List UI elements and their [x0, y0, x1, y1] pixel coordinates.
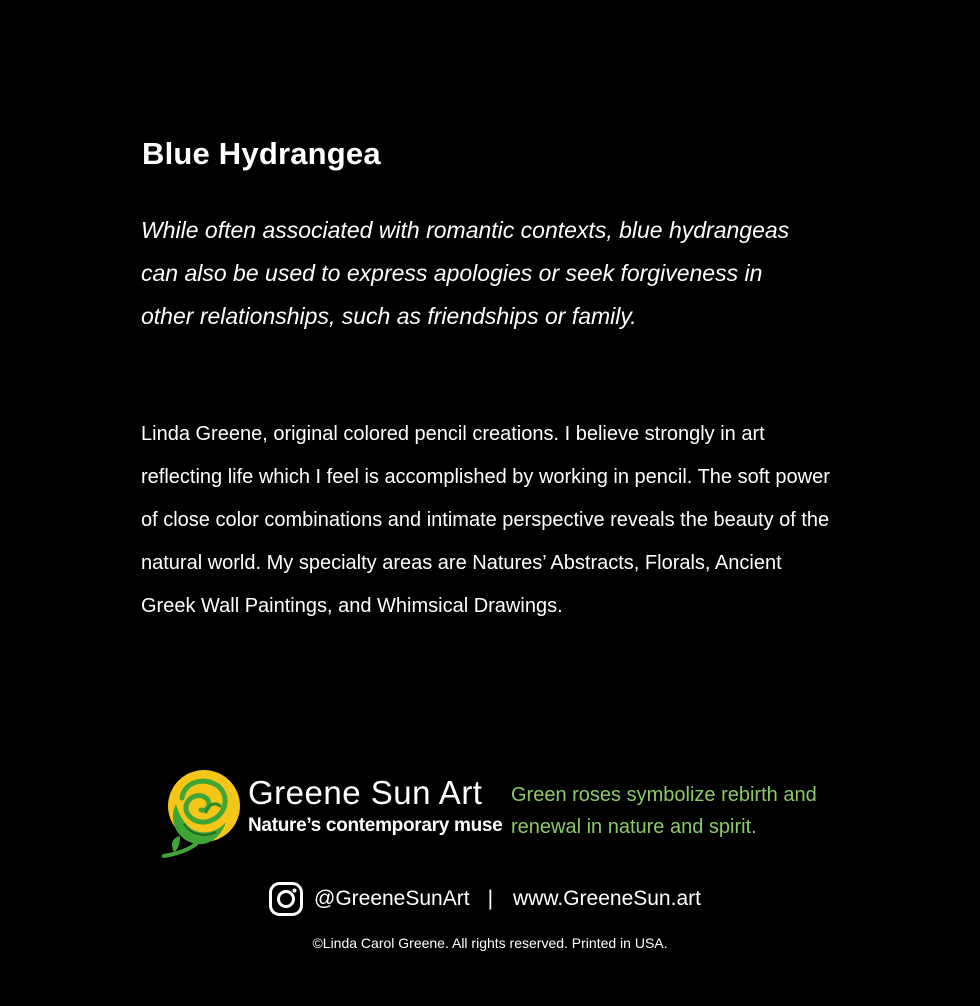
meaning-paragraph: While often associated with romantic contexts, blue hydrangeas can also be used to express apologies or seek forgiveness in other relationships, such as friendships or family. [141, 217, 790, 329]
brand-tagline: Nature’s contemporary muse [248, 815, 503, 836]
card-title: Blue Hydrangea [142, 136, 381, 171]
green-rose-sun-logo-icon [160, 768, 246, 858]
instagram-icon[interactable] [268, 881, 304, 917]
green-roses-note: Green roses symbolize rebirth and renewal in nature and spirit. [511, 784, 817, 838]
contact-row [268, 881, 701, 917]
instagram-handle[interactable]: @GreeneSunArt [314, 887, 470, 910]
artist-bio-paragraph: Linda Greene, original colored pencil creations. I believe strongly in art reflecting life which I feel is accomplished by working in pencil. The soft power of close color combinations and intimate perspective reveals the beauty of the natural world. My specialty areas are Natures’ Abstracts, Florals, Ancient Greek Wall Paintings, and Whimsical Drawings. [141, 423, 830, 617]
copyright-notice: ©Linda Carol Greene. All rights reserved. Printed in USA. [312, 935, 668, 951]
website-link[interactable]: www.GreeneSun.art [513, 887, 701, 910]
brand-name: Greene Sun Art [248, 774, 483, 811]
contact-separator: | [487, 887, 494, 910]
